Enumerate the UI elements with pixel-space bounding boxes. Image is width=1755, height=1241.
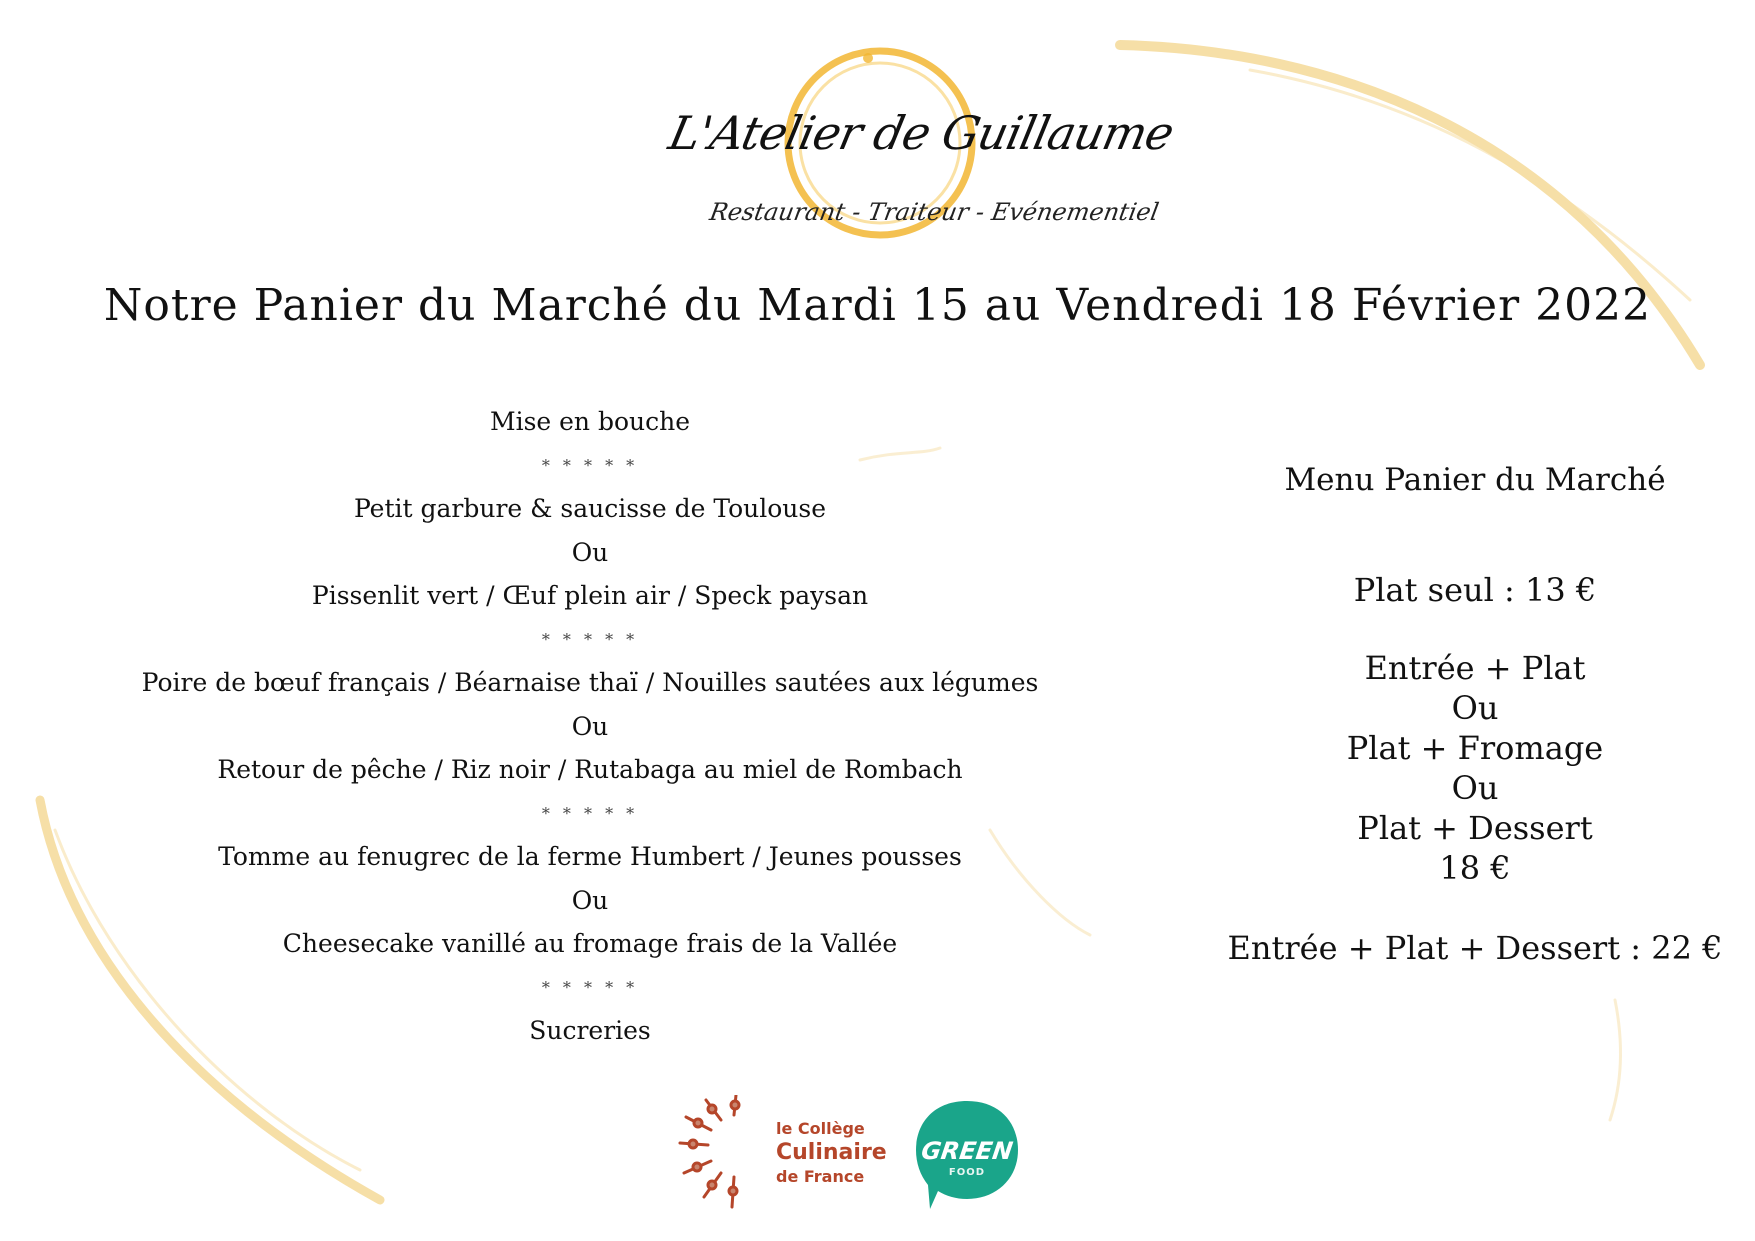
- menu-item: Sucreries: [529, 1016, 651, 1045]
- formula-price: 18 €: [1439, 849, 1511, 887]
- college-line: Culinaire: [776, 1140, 887, 1165]
- formula-line: Ou: [1451, 689, 1499, 727]
- college-name: [776, 1117, 887, 1189]
- college-line: de France: [776, 1167, 865, 1186]
- menu-item: Tomme au fenugrec de la ferme Humbert / Jeunes pousses: [218, 842, 962, 871]
- formula-line: Entrée + Plat: [1364, 649, 1586, 687]
- logo-tagline: Restaurant - Traiteur - Evénementiel: [707, 198, 1161, 226]
- formula-line: Ou: [1451, 769, 1499, 807]
- course-separator: * * * * *: [541, 977, 639, 997]
- brush-stroke-right-low: [1610, 1000, 1620, 1120]
- menu-item: Poire de bœuf français / Béarnaise thaï / Nouilles sautées aux légumes: [141, 668, 1039, 697]
- menu-item: Mise en bouche: [489, 407, 691, 436]
- menu-list: [130, 400, 1050, 1053]
- menu-item: Ou: [571, 537, 609, 567]
- price-full-menu: Entrée + Plat + Dessert : 22 €: [1227, 929, 1723, 967]
- menu-item: Cheesecake vanillé au fromage frais de la Vallée: [282, 929, 898, 958]
- menu-item: Ou: [571, 885, 609, 915]
- logo-name: L'Atelier de Guillaume: [664, 106, 1179, 160]
- course-separator: * * * * *: [541, 455, 639, 475]
- college-culinaire-logo: [676, 1095, 887, 1215]
- menu-item: Pissenlit vert / Œuf plein air / Speck paysan: [311, 581, 869, 610]
- price-plat-seul: Plat seul : 13 €: [1353, 571, 1597, 609]
- green-label: GREEN: [919, 1137, 1015, 1165]
- price-heading: Menu Panier du Marché: [1284, 462, 1666, 498]
- menu-item: Petit garbure & saucisse de Toulouse: [353, 494, 827, 523]
- formula-line: Plat + Dessert: [1357, 809, 1593, 847]
- menu-item: Retour de pêche / Riz noir / Rutabaga au miel de Rombach: [217, 755, 963, 784]
- restaurant-logo: [640, 38, 1179, 243]
- course-separator: * * * * *: [541, 803, 639, 823]
- menu-item: Ou: [571, 711, 609, 741]
- green-sub-label: FOOD: [948, 1167, 986, 1178]
- page-title: Notre Panier du Marché du Mardi 15 au Vendredi 18 Février 2022: [103, 280, 1652, 331]
- course-separator: * * * * *: [541, 629, 639, 649]
- green-food-logo: [912, 1095, 1022, 1215]
- college-emblem-icon: [676, 1095, 766, 1215]
- formula-line: Plat + Fromage: [1346, 729, 1604, 767]
- price-panel: [1190, 460, 1755, 968]
- college-line: le Collège: [776, 1119, 865, 1138]
